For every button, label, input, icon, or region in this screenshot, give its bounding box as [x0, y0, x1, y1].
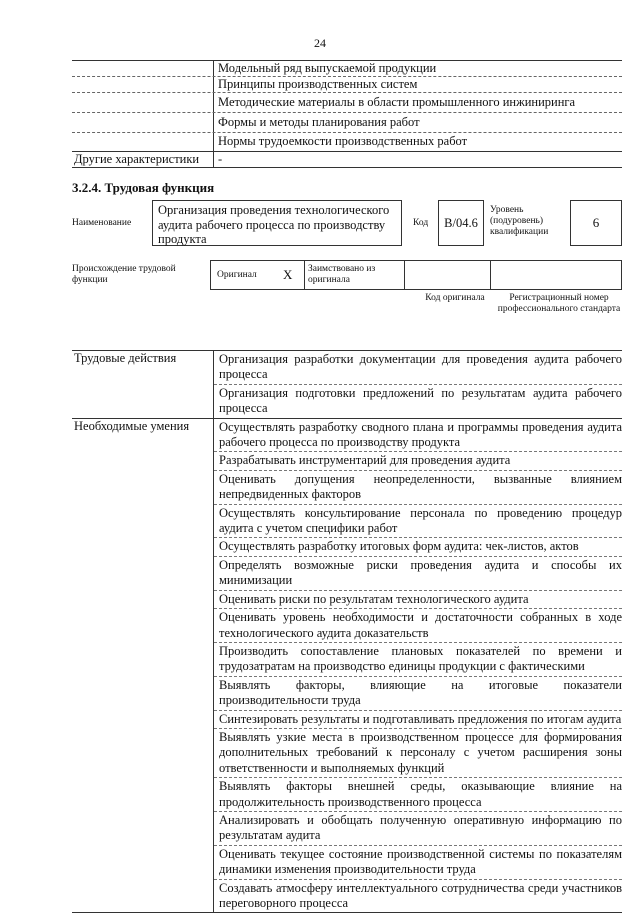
list-item: Создавать атмосферу интеллектуального сотрудничества среди участников переговорного процесса: [219, 880, 622, 910]
origin-original-cell: [211, 261, 305, 289]
list-item: Оценивать риски по результатам технологического аудита: [214, 591, 622, 609]
list-item: Определять возможные риски проведения аудита и способы их минимизации: [214, 557, 622, 591]
list-item: Принципы производственных систем: [218, 77, 418, 91]
list-item: Выявлять факторы внешней среды, оказывающие влияние на продолжительность производственного процесса: [214, 778, 622, 812]
table-row: [72, 93, 622, 113]
section-title: 3.2.4. Трудовая функция: [72, 180, 215, 195]
list-item: Выявлять факторы, влияющие на итоговые показатели производительности труда: [214, 677, 622, 711]
borrowed-label: Заимствовано из оригинала: [308, 264, 376, 285]
other-characteristics-label: Другие характеристики: [72, 152, 214, 167]
other-characteristics-value: -: [218, 152, 223, 166]
list-item: Формы и методы планирования работ: [218, 115, 420, 129]
origin-reg-cell: [491, 261, 621, 289]
table-row: [72, 113, 622, 133]
table-row: [72, 61, 622, 77]
list-item: Синтезировать результаты и подготавливать предложения по итогам аудита: [214, 711, 622, 729]
name-label: Наименование: [72, 218, 132, 228]
page-number: 24: [314, 36, 326, 50]
actions-label: Трудовые действия: [72, 351, 214, 418]
level-label: Уровень (подуровень) квалификации: [490, 205, 549, 237]
list-item: Оценивать текущее состояние производственной системы по показателям динамики изменения производительности труда: [214, 846, 622, 880]
table-row: [72, 133, 622, 152]
list-item: Нормы трудоемкости производственных работ: [218, 134, 468, 148]
skills-label: Необходимые умения: [72, 419, 214, 913]
list-item: Оценивать допущения неопределенности, вызванные влиянием непредвиденных факторов: [214, 471, 622, 505]
code-original-caption: Код оригинала: [425, 293, 485, 303]
origin-borrowed-cell: [305, 261, 405, 289]
list-item: Осуществлять разработку сводного плана и программы проведения аудита рабочего процесса по производству продукта: [214, 419, 622, 453]
list-item: Организация подготовки предложений по результатам аудита рабочего процесса: [219, 385, 622, 416]
list-item: Организация разработки документации для проведения аудита рабочего процесса: [214, 351, 622, 385]
skills-row: [72, 418, 622, 913]
list-item: Разрабатывать инструментарий для проведения аудита: [214, 452, 622, 470]
table-row: [72, 77, 622, 93]
list-item: Методические материалы в области промышленного инжиниринга: [218, 95, 576, 109]
table-row-other: [72, 152, 622, 168]
origin-table: [210, 260, 622, 290]
function-details-table: [72, 350, 622, 913]
list-item: Анализировать и обобщать полученную оперативную информацию по результатам аудита: [214, 812, 622, 846]
level-box: 6: [570, 200, 622, 246]
original-label: Оригинал: [217, 270, 257, 280]
list-item: Оценивать уровень необходимости и достаточности собранных в ходе технологического аудита доказательств: [214, 609, 622, 643]
list-item: Осуществлять разработку итоговых форм аудита: чек-листов, актов: [214, 538, 622, 556]
list-item: Осуществлять консультирование персонала по проведению процедур аудита с учетом специфики работ: [214, 505, 622, 539]
knowledge-table-continuation: [72, 60, 622, 168]
list-item: Модельный ряд выпускаемой продукции: [218, 61, 437, 75]
function-name-box: Организация проведения технологического аудита рабочего процесса по производству продукта: [152, 200, 402, 246]
list-item: Производить сопоставление плановых показателей по времени и трудозатратам на производство единицы продукции с фактическими: [214, 643, 622, 677]
code-box: B/04.6: [438, 200, 484, 246]
origin-code-cell: [405, 261, 491, 289]
origin-label: Происхождение трудовой функции: [72, 264, 176, 285]
original-mark: X: [283, 267, 293, 282]
code-label: Код: [413, 218, 429, 228]
actions-row: [72, 351, 622, 418]
list-item: Выявлять узкие места в производственном процессе для формирования дополнительных требований к персоналу с учетом расширения зоны ответственности и выполняемых функций: [214, 729, 622, 778]
reg-number-caption: Регистрационный номер профессионального стандарта: [497, 293, 621, 314]
